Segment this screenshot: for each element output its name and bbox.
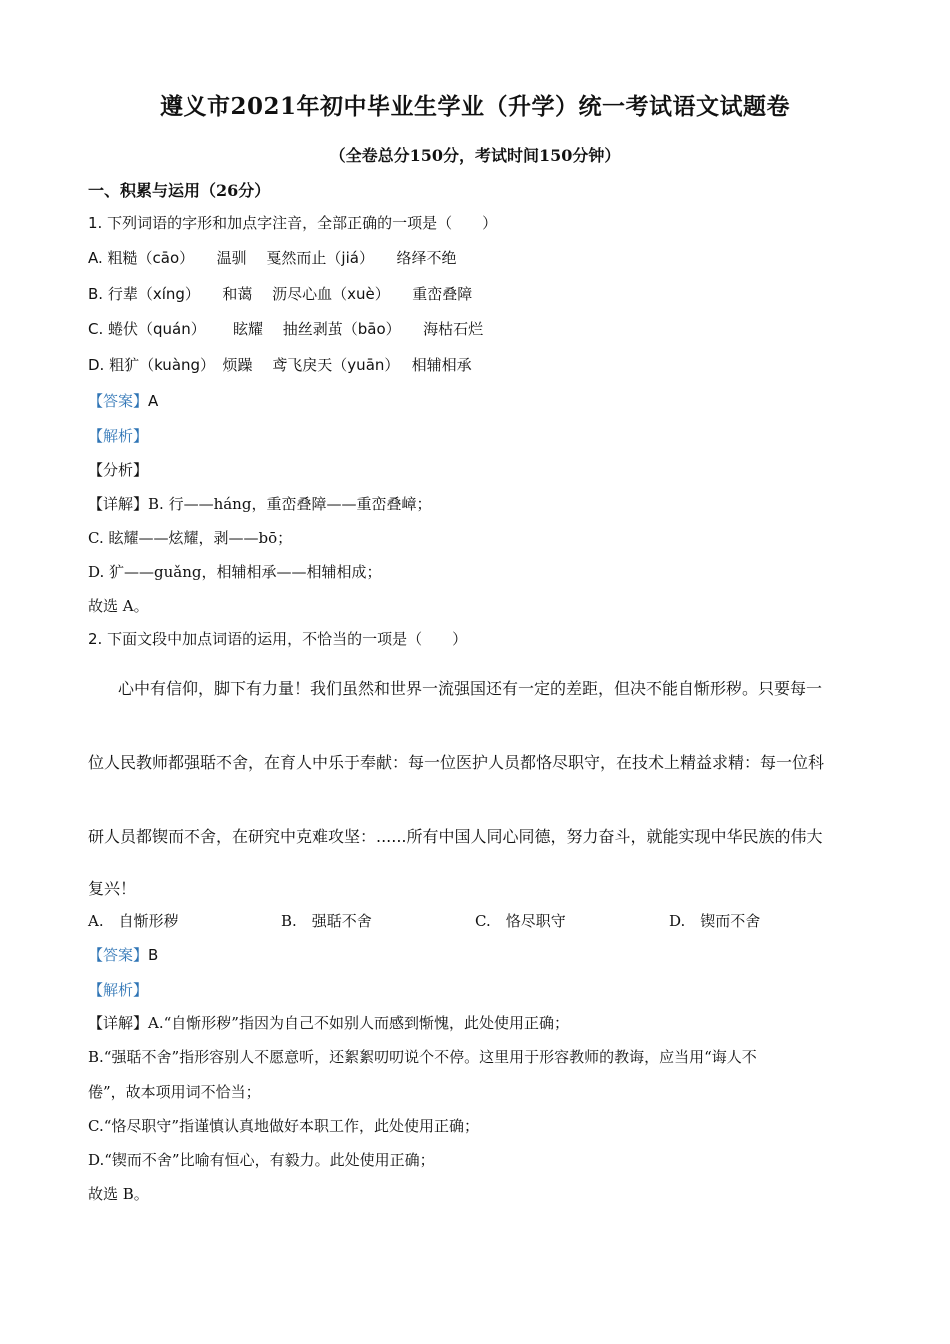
answer-value: B	[148, 946, 159, 964]
q2-jiexi-label: 【解析】	[88, 981, 149, 999]
answer-label: 【答案】	[88, 946, 149, 964]
page-title: 遵义市2021年初中毕业生学业（升学）统一考试语文试题卷	[159, 93, 790, 120]
q2-answer	[88, 944, 158, 965]
q2-option-a: A. 自惭形秽	[88, 912, 179, 930]
q1-conclusion: 故选 A。	[88, 597, 149, 615]
section-heading: 一、积累与运用（26分）	[88, 181, 271, 200]
q1-option-a: A. 粗糙（cāo） 温驯 戛然而止（jiá） 络绎不绝	[88, 249, 457, 267]
q2-stem: 2. 下面文段中加点词语的运用，不恰当的一项是（ ）	[88, 630, 468, 648]
q2-passage-line-4: 复兴！	[88, 879, 137, 898]
q2-detail-line-5: D.“锲而不舍”比喻有恒心，有毅力。此处使用正确；	[88, 1151, 435, 1169]
q1-stem: 1. 下列词语的字形和加点字注音，全部正确的一项是（ ）	[88, 214, 498, 232]
q1-answer	[88, 390, 158, 411]
answer-label: 【答案】	[88, 392, 149, 410]
q1-fenxi-label: 【分析】	[88, 461, 149, 479]
q2-detail-line-4: C.“恪尽职守”指谨慎认真地做好本职工作，此处使用正确；	[88, 1117, 480, 1135]
q2-detail-line-1	[88, 1012, 569, 1033]
q1-option-d: D. 粗犷（kuàng） 烦躁 鸢飞戾天（yuān） 相辅相承	[88, 356, 472, 374]
q1-detail-line-3: D. 犷——guǎng，相辅相承——相辅相成；	[88, 563, 382, 581]
q1-option-b: B. 行辈（xíng） 和蔼 沥尽心血（xuè） 重峦叠障	[88, 285, 473, 303]
page-subtitle: （全卷总分150分，考试时间150分钟）	[329, 146, 621, 165]
q1-detail-line-1	[88, 493, 431, 514]
q1-option-c: C. 蜷伏（quán） 眩耀 抽丝剥茧（bāo） 海枯石烂	[88, 320, 484, 338]
detail-text: A.“自惭形秽”指因为自己不如别人而感到惭愧，此处使用正确；	[148, 1014, 569, 1032]
q1-detail-line-2: C. 眩耀——炫耀，剥——bō；	[88, 529, 293, 547]
detail-label: 【详解】	[88, 495, 149, 513]
q2-passage-line-1: 心中有信仰，脚下有力量！我们虽然和世界一流强国还有一定的差距，但决不能自惭形秽。只要每一	[118, 679, 823, 698]
q2-option-c: C. 恪尽职守	[475, 912, 566, 930]
q2-option-d: D. 锲而不舍	[669, 912, 761, 930]
q2-passage-line-3: 研人员都锲而不舍，在研究中克难攻坚：......所有中国人同心同德，努力奋斗，就能实现中华民族的伟大	[88, 827, 823, 846]
q2-detail-line-3: 倦”，故本项用词不恰当；	[88, 1083, 261, 1101]
answer-value: A	[148, 392, 159, 410]
q2-conclusion: 故选 B。	[88, 1185, 149, 1203]
detail-label: 【详解】	[88, 1014, 149, 1032]
q2-detail-line-2: B.“强聒不舍”指形容别人不愿意听，还絮絮叨叨说个不停。这里用于形容教师的教诲，应当用“诲人不	[88, 1048, 757, 1066]
q2-option-b: B. 强聒不舍	[281, 912, 372, 930]
q1-jiexi-label: 【解析】	[88, 427, 149, 445]
q2-passage-line-2: 位人民教师都强聒不舍，在育人中乐于奉献：每一位医护人员都恪尽职守，在技术上精益求精：每一位科	[88, 753, 825, 772]
detail-text: B. 行——háng，重峦叠障——重峦叠嶂；	[148, 495, 432, 513]
